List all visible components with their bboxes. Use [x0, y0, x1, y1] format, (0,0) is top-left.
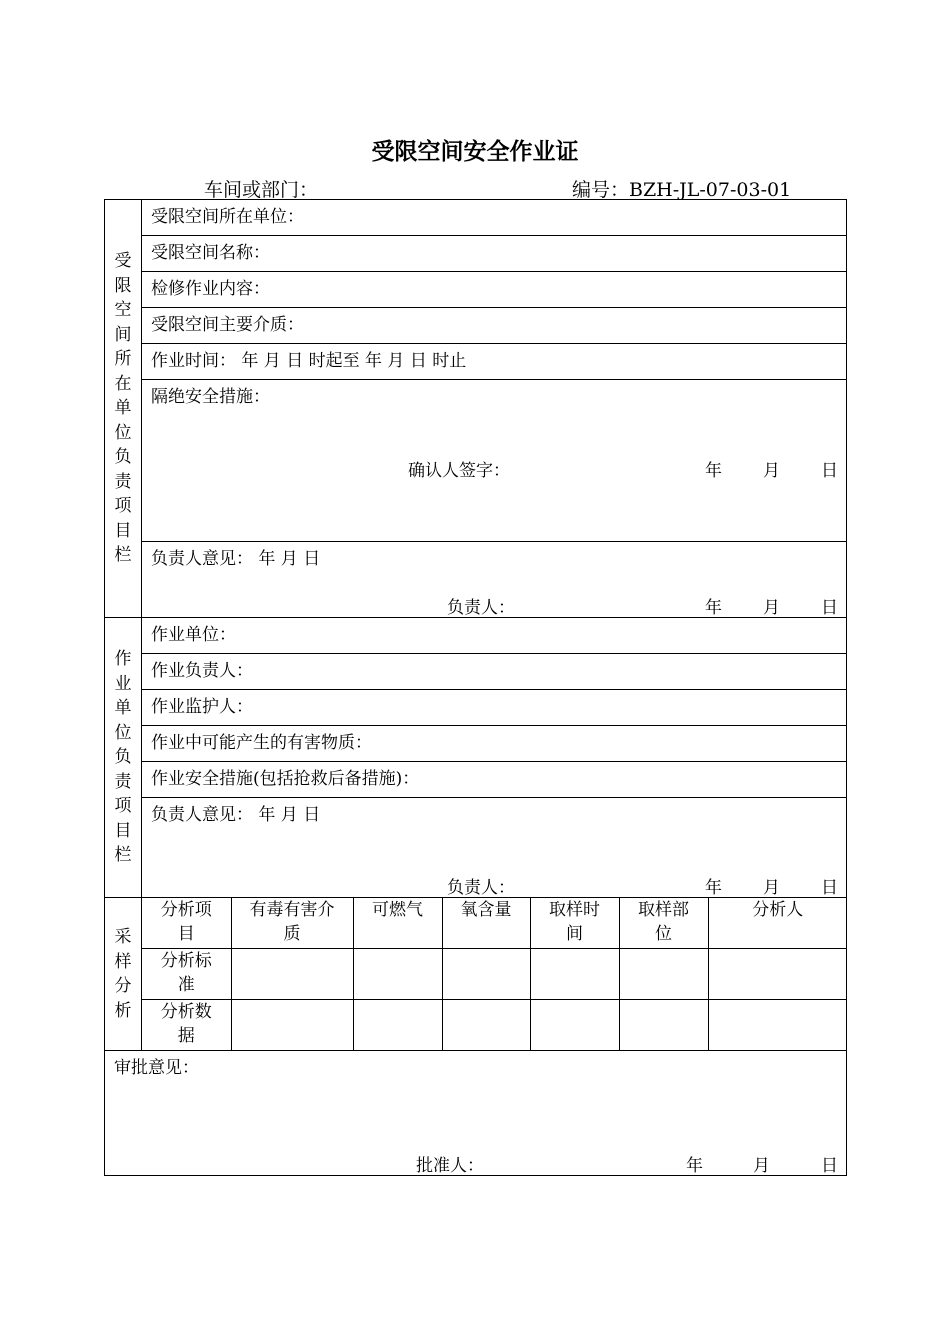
side-label-char: 责: [114, 771, 132, 792]
table-cell[interactable]: [231, 949, 353, 1000]
side-label-char: 受: [114, 251, 132, 272]
column-header: 分析人: [708, 898, 847, 949]
safety-measures-field[interactable]: 作业安全措施(包括抢救后备措施)：: [142, 762, 847, 798]
row-header-data: 分析数 据: [142, 1000, 231, 1051]
side-label-char: 位: [114, 722, 132, 743]
column-header: 取样部 位: [619, 898, 708, 949]
person-in-charge-label: 负责人：: [447, 598, 515, 618]
section2-side-label: [105, 618, 142, 898]
date-year: 年: [705, 878, 722, 898]
date-year: 年: [705, 461, 722, 481]
table-header-row: [142, 898, 847, 949]
side-label-char: 所: [114, 349, 132, 370]
side-label-char: 项: [114, 796, 132, 817]
opinion-label: 负责人意见： 年 月 日: [151, 549, 321, 569]
approval-field[interactable]: [105, 1051, 847, 1176]
person-in-charge-label: 负责人：: [447, 878, 515, 898]
section1-side-label: [105, 200, 142, 618]
side-label-char: 栏: [114, 845, 132, 866]
date-day: 日: [821, 1156, 838, 1176]
sampling-side-label: [105, 898, 142, 1051]
column-header: 有毒有害介 质: [231, 898, 353, 949]
table-cell[interactable]: [708, 1000, 847, 1051]
date-month: 月: [763, 878, 780, 898]
department-label: 车间或部门：: [204, 179, 319, 201]
isolation-measures-field[interactable]: [142, 380, 847, 542]
table-cell[interactable]: [708, 949, 847, 1000]
work-leader-field[interactable]: 作业负责人：: [142, 654, 847, 690]
row-header-standard: 分析标 准: [142, 949, 231, 1000]
side-label-char: 分: [114, 976, 132, 996]
side-label-char: 责: [114, 471, 132, 492]
side-label-char: 间: [114, 324, 132, 345]
hazards-field[interactable]: 作业中可能产生的有害物质：: [142, 726, 847, 762]
table-cell[interactable]: [231, 1000, 353, 1051]
side-label-char: 负: [114, 747, 132, 768]
date-day: 日: [821, 598, 838, 618]
column-header: 氧含量: [442, 898, 530, 949]
side-label-char: 项: [114, 496, 132, 517]
table-row: [142, 949, 847, 1000]
isolation-label: 隔绝安全措施：: [151, 387, 270, 407]
date-day: 日: [821, 878, 838, 898]
side-label-char: 目: [114, 520, 132, 541]
side-label-char: 空: [114, 300, 132, 321]
sampling-table-cell: [142, 898, 847, 1051]
opinion-label: 负责人意见： 年 月 日: [151, 805, 321, 825]
work-time-field[interactable]: 作业时间： 年 月 日 时起至 年 月 日 时止: [142, 344, 847, 380]
table-cell[interactable]: [442, 949, 530, 1000]
table-cell[interactable]: [619, 949, 708, 1000]
section1-opinion-field[interactable]: [142, 542, 847, 618]
side-label-char: 栏: [114, 545, 132, 566]
date-year: 年: [686, 1156, 703, 1176]
table-cell[interactable]: [442, 1000, 530, 1051]
side-label-char: 采: [114, 927, 132, 947]
side-label-char: 目: [114, 820, 132, 841]
work-unit-field[interactable]: 作业单位：: [142, 618, 847, 654]
page-title: 受限空间安全作业证: [371, 138, 579, 165]
table-cell[interactable]: [353, 949, 442, 1000]
column-header: 可燃气: [353, 898, 442, 949]
date-day: 日: [821, 461, 838, 481]
main-medium-field[interactable]: 受限空间主要介质：: [142, 308, 847, 344]
date-month: 月: [763, 461, 780, 481]
approver-label: 批准人：: [416, 1156, 484, 1176]
sampling-table: [142, 898, 847, 1050]
side-label-char: 位: [114, 422, 132, 443]
table-cell[interactable]: [530, 1000, 619, 1051]
date-year: 年: [705, 598, 722, 618]
confirm-sign-label: 确认人签字：: [408, 461, 510, 481]
table-cell[interactable]: [619, 1000, 708, 1051]
approval-opinion-label: 审批意见：: [114, 1058, 199, 1078]
table-cell[interactable]: [530, 949, 619, 1000]
work-guardian-field[interactable]: 作业监护人：: [142, 690, 847, 726]
work-content-field[interactable]: 检修作业内容：: [142, 272, 847, 308]
date-month: 月: [763, 598, 780, 618]
side-label-char: 限: [114, 275, 132, 296]
section2-opinion-field[interactable]: [142, 798, 847, 898]
side-label-char: 业: [114, 673, 132, 694]
space-name-field[interactable]: 受限空间名称：: [142, 236, 847, 272]
side-label-char: 负: [114, 447, 132, 468]
side-label-char: 单: [114, 398, 132, 419]
column-header: 取样时 间: [530, 898, 619, 949]
permit-form: [104, 199, 847, 1176]
side-label-char: 作: [114, 649, 132, 670]
date-month: 月: [753, 1156, 770, 1176]
side-label-char: 析: [114, 1000, 132, 1021]
column-header: 分析项 目: [142, 898, 231, 949]
unit-field[interactable]: 受限空间所在单位：: [142, 200, 847, 236]
table-cell[interactable]: [353, 1000, 442, 1051]
side-label-char: 样: [114, 951, 132, 972]
table-row: [142, 1000, 847, 1051]
side-label-char: 在: [114, 373, 132, 394]
side-label-char: 单: [114, 698, 132, 719]
form-code: 编号：BZH-JL-07-03-01: [572, 179, 792, 201]
